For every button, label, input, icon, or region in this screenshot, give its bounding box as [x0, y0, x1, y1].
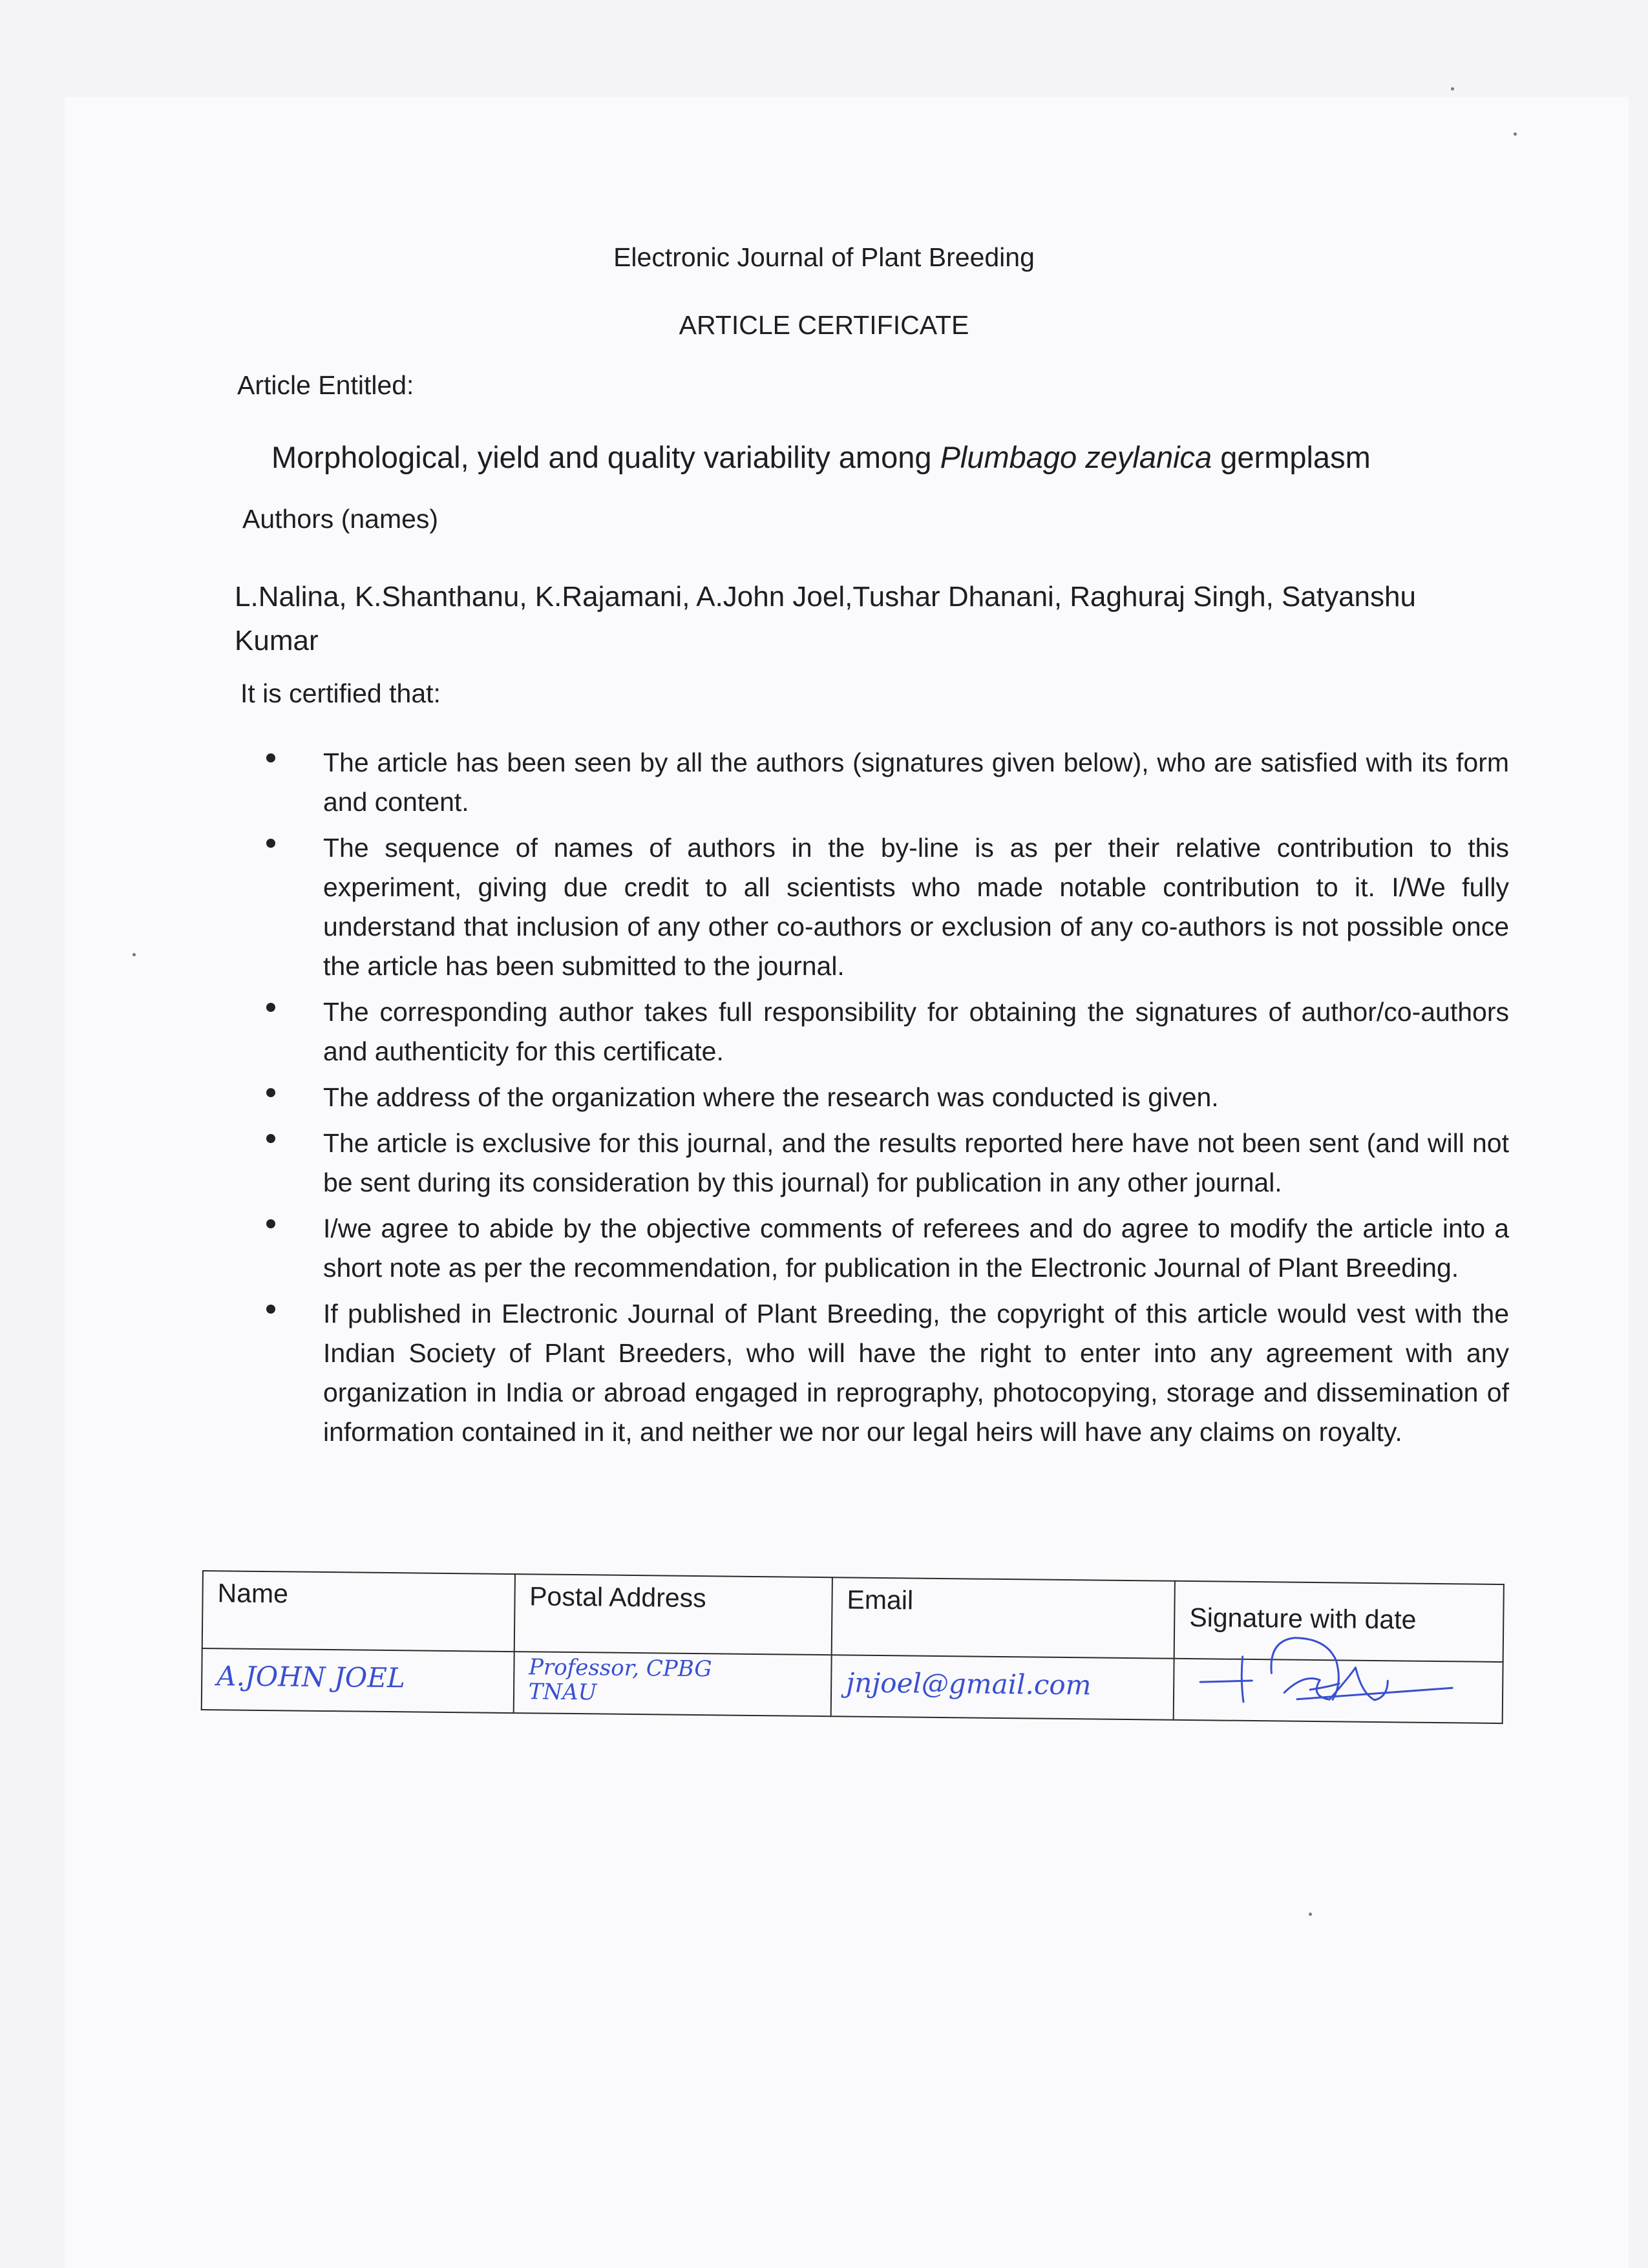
article-title [271, 439, 1371, 475]
article-title-text: Morphological, yield and quality variability among [271, 440, 940, 474]
statement-item [323, 1124, 1509, 1202]
statement-item [323, 743, 1509, 822]
statement-text: I/we agree to abide by the objective comments of referees and do agree to modify the article into a short note as per the recommendation, for publication in the Electronic Journal of Plant Breeding. [323, 1213, 1509, 1283]
scan-speck [132, 953, 136, 956]
bullet-icon [266, 1003, 275, 1012]
statement-text: The sequence of names of authors in the by-line is as per their relative contribution to this experiment, giving due credit to all scientists who made notable contribution to it. I/We fully understand that inclusion of any other co-authors or exclusion of any co-authors is not possible once the article has been submitted to the journal. [323, 833, 1509, 981]
statement-item [323, 992, 1509, 1071]
scan-speck [1309, 1913, 1312, 1916]
statement-item [323, 1294, 1509, 1452]
bullet-icon [266, 753, 275, 762]
signature-cell [1174, 1659, 1503, 1723]
author-name-handwritten: A.JOHN JOEL [202, 1648, 514, 1713]
statement-item [323, 1078, 1509, 1117]
statement-item [323, 828, 1509, 986]
authors-list [235, 575, 1416, 663]
header-name: Name [202, 1571, 515, 1652]
scan-speck [1451, 87, 1454, 90]
statement-text: The address of the organization where the research was conducted is given. [323, 1082, 1219, 1112]
scan-speck [1514, 132, 1517, 136]
address-line: TNAU [528, 1678, 597, 1705]
statement-text: If published in Electronic Journal of Plant Breeding, the copyright of this article would vest with the Indian Society of Plant Breeders, who will have the right to enter into any agreement with any organization in India or abroad engaged in reprography, photocopying, storage and dissemination of information contained in it, and neither we nor our legal heirs will have any claims on royalty. [323, 1299, 1509, 1447]
certified-label: It is certified that: [240, 678, 441, 708]
authors-line: Kumar [235, 625, 319, 656]
authors-line: L.Nalina, K.Shanthanu, K.Rajamani, A.John Joel,Tushar Dhanani, Raghuraj Singh, Satyanshu [235, 581, 1416, 613]
authors-label: Authors (names) [242, 504, 439, 534]
article-label: Article Entitled: [237, 370, 414, 400]
header-postal-address: Postal Address [514, 1574, 832, 1655]
statement-item [323, 1209, 1509, 1288]
bullet-icon [266, 839, 275, 848]
header-email: Email [832, 1577, 1175, 1659]
article-title-suffix: germplasm [1212, 440, 1371, 474]
bullet-icon [266, 1088, 275, 1097]
statement-text: The article is exclusive for this journal, and the results reported here have not been sent (and will not be sent during its consideration by this journal) for publication in any other journal. [323, 1128, 1509, 1197]
author-address-handwritten [513, 1652, 831, 1716]
address-line: Professor, CPBG [528, 1654, 712, 1682]
certification-statements [265, 743, 1509, 1458]
author-email-handwritten: jnjoel@gmail.com [831, 1655, 1174, 1720]
statement-text: The article has been seen by all the authors (signatures given below), who are satisfied with its form and content. [323, 748, 1509, 817]
statement-text: The corresponding author takes full responsibility for obtaining the signatures of author/co-authors and authenticity for this certificate. [323, 997, 1509, 1066]
certificate-heading: ARTICLE CERTIFICATE [679, 310, 969, 340]
bullet-icon [266, 1305, 275, 1314]
handwritten-signature-icon [1181, 1621, 1415, 1720]
bullet-icon [266, 1134, 275, 1143]
table-row [202, 1648, 1503, 1723]
author-signature-table [201, 1570, 1505, 1724]
header-signature: Signature with date [1174, 1581, 1504, 1662]
article-title-species: Plumbago zeylanica [940, 440, 1212, 474]
bullet-icon [266, 1219, 275, 1228]
journal-name: Electronic Journal of Plant Breeding [613, 242, 1035, 272]
